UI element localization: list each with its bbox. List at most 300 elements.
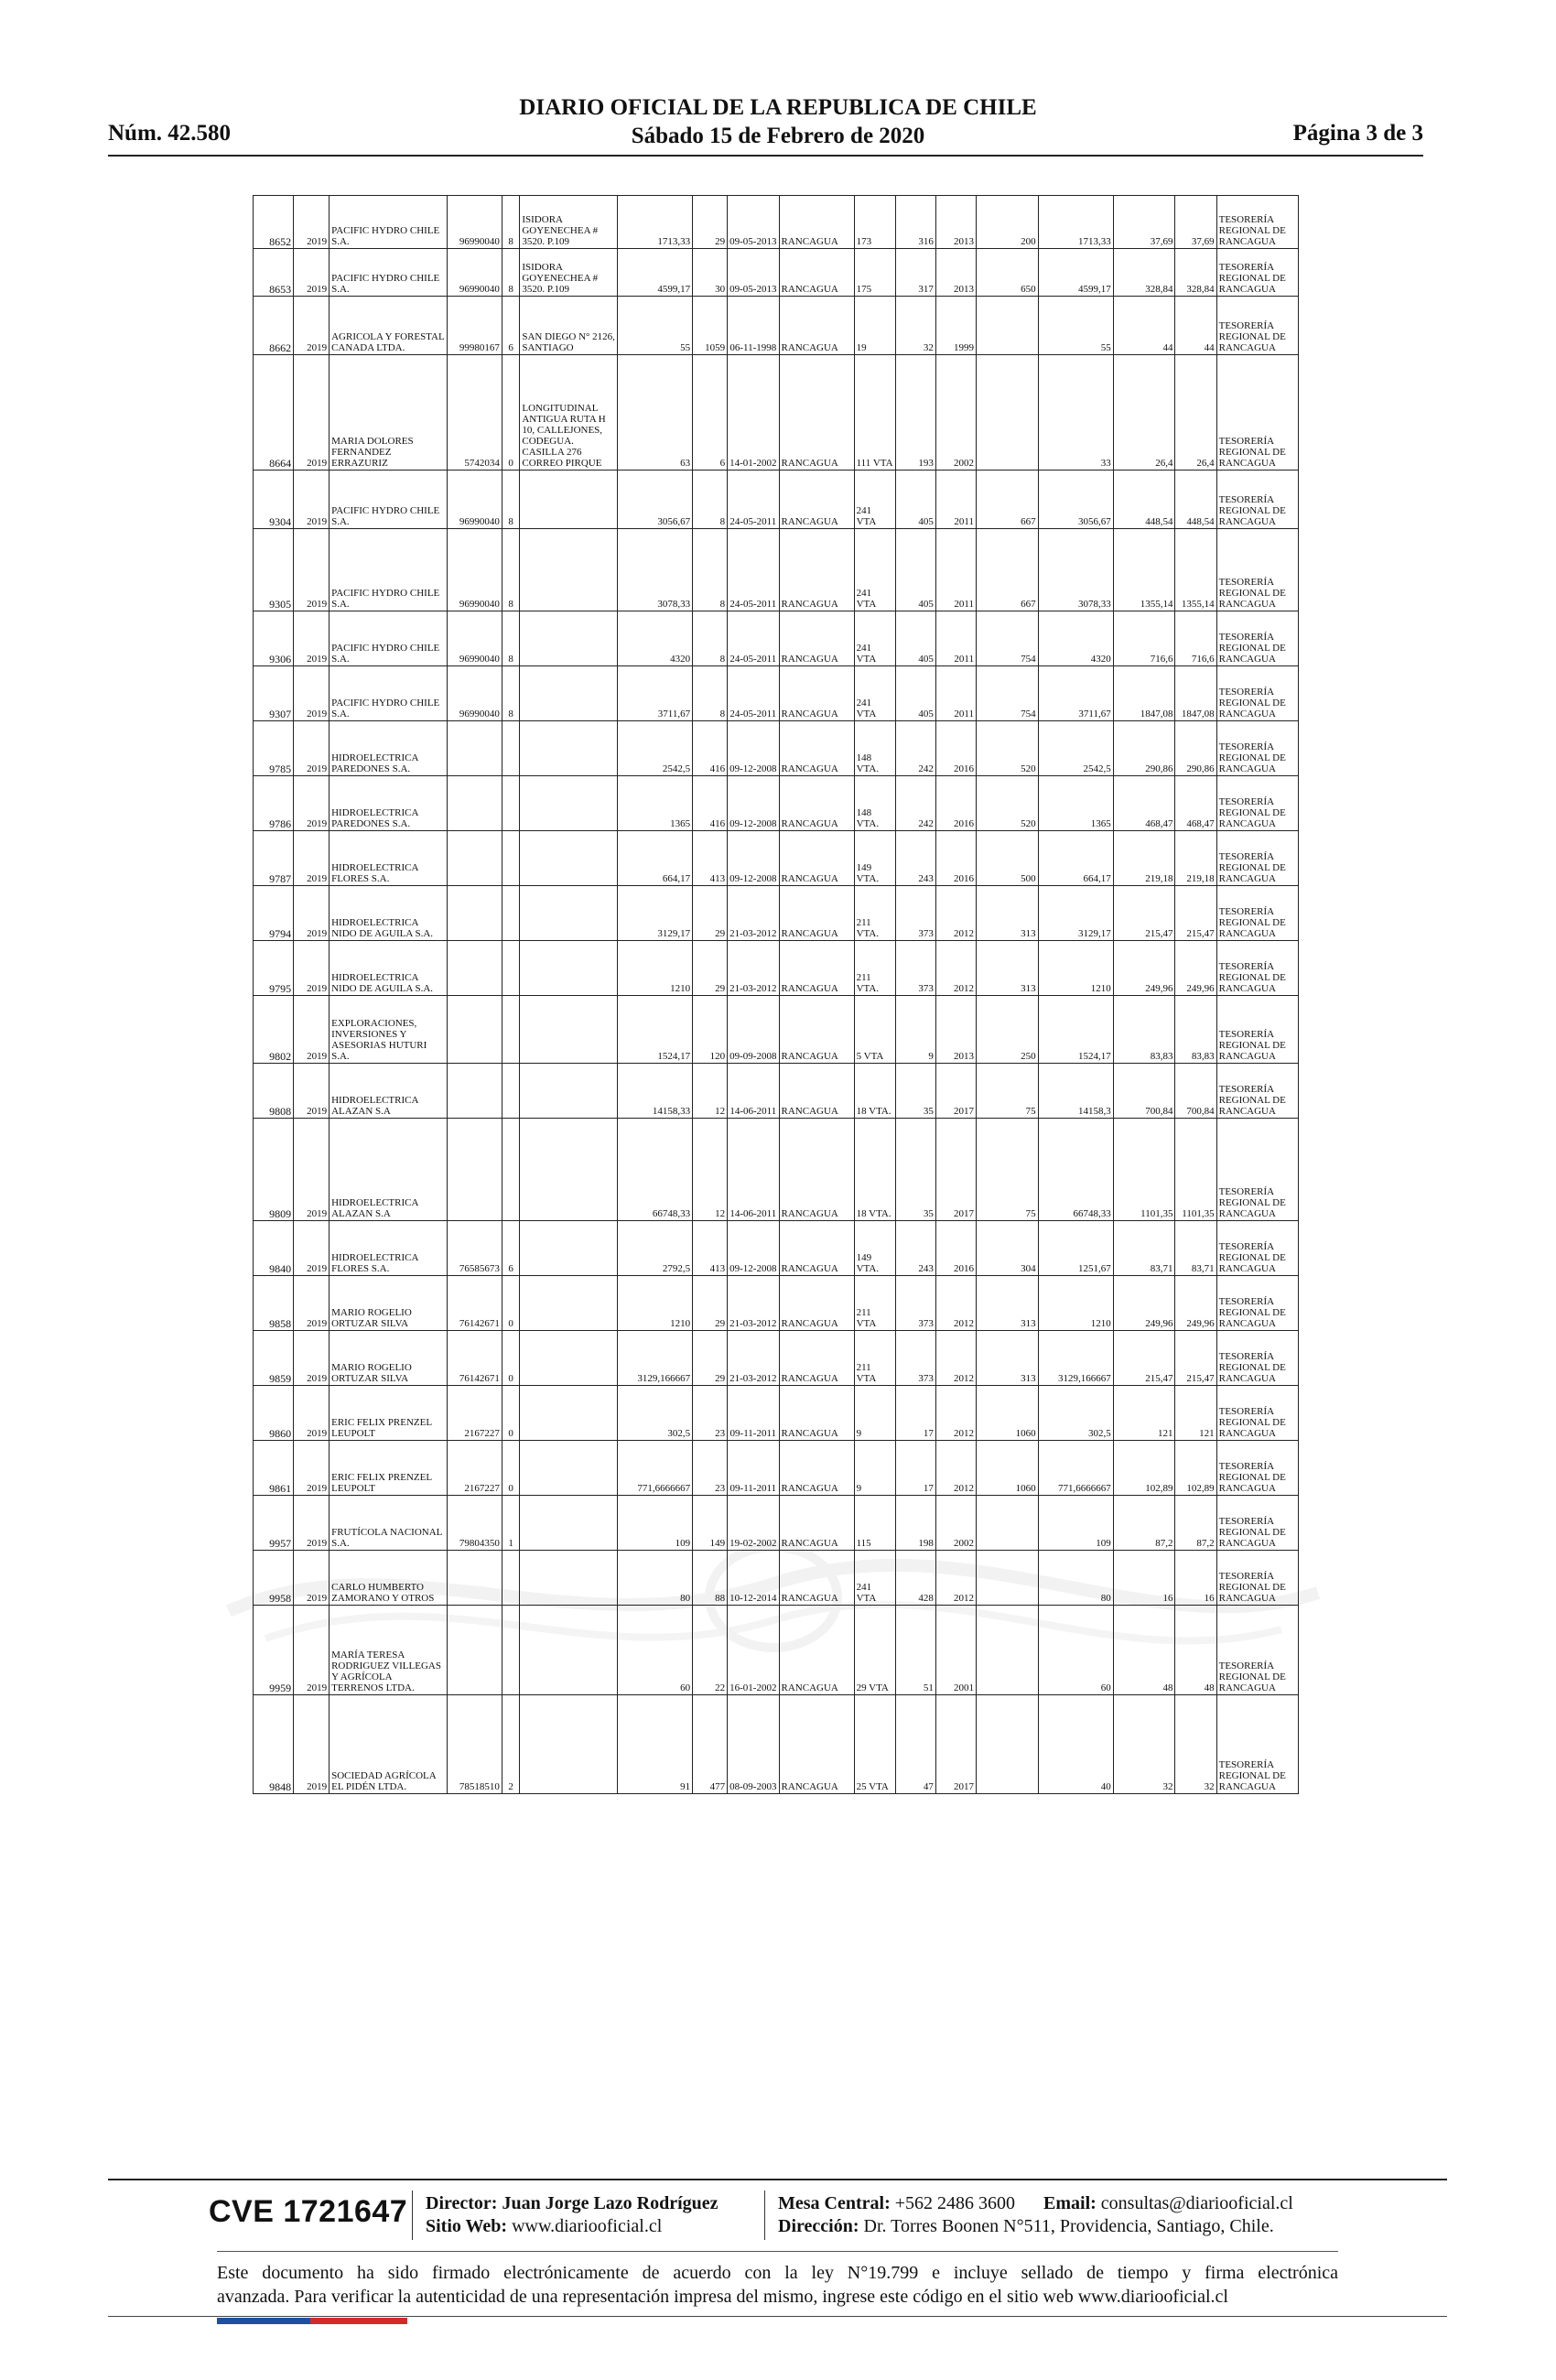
table-cell: 2011 — [935, 611, 976, 666]
table-cell: 8653 — [254, 249, 294, 297]
table-cell: 249,96 — [1175, 1276, 1216, 1331]
table-cell: 149 VTA. — [854, 1221, 895, 1276]
footer-bottom-rule — [108, 2316, 1447, 2317]
table-cell: 55 — [618, 297, 693, 355]
table-cell: 96990040 — [448, 666, 502, 721]
table-cell: RANCAGUA — [779, 941, 854, 996]
table-cell: 87,2 — [1113, 1496, 1175, 1551]
table-cell: 2002 — [935, 355, 976, 471]
table-cell: 667 — [976, 529, 1038, 611]
table-cell — [520, 886, 618, 941]
table-cell: 99980167 — [448, 297, 502, 355]
table-cell: 316 — [895, 196, 935, 249]
table-cell: 18 VTA. — [854, 1119, 895, 1221]
table-cell: 9306 — [254, 611, 294, 666]
table-cell — [502, 886, 519, 941]
table-cell: 60 — [1038, 1606, 1113, 1695]
table-row — [254, 355, 1299, 471]
table-cell — [520, 529, 618, 611]
table-cell: 4320 — [1038, 611, 1113, 666]
table-cell — [520, 666, 618, 721]
table-cell: 37,69 — [1175, 196, 1216, 249]
table-cell: 75 — [976, 1064, 1038, 1119]
table-cell: 771,6666667 — [1038, 1441, 1113, 1496]
table-cell: 313 — [976, 1331, 1038, 1386]
table-cell: 115 — [854, 1496, 895, 1551]
table-cell: 448,54 — [1113, 471, 1175, 529]
table-cell: 9786 — [254, 776, 294, 831]
table-cell: 716,6 — [1113, 611, 1175, 666]
table-cell: TESORERÍA REGIONAL DE RANCAGUA — [1216, 355, 1298, 471]
table-cell: 9305 — [254, 529, 294, 611]
table-cell: 9794 — [254, 886, 294, 941]
table-cell: 29 — [693, 1276, 728, 1331]
table-cell: 08-09-2003 — [728, 1695, 779, 1794]
table-cell: 8 — [502, 471, 519, 529]
table-cell: 2012 — [935, 1441, 976, 1496]
table-cell: 313 — [976, 941, 1038, 996]
email-link[interactable]: consultas@diariooficial.cl — [1100, 2193, 1293, 2213]
table-cell: 4599,17 — [1038, 249, 1113, 297]
table-cell: 249,96 — [1113, 1276, 1175, 1331]
table-cell: 148 VTA. — [854, 776, 895, 831]
table-cell: 18 VTA. — [854, 1064, 895, 1119]
address-value: Dr. Torres Boonen N°511, Providencia, Santiago, Chile. — [863, 2216, 1274, 2236]
table-cell — [502, 721, 519, 776]
table-cell: 1355,14 — [1113, 529, 1175, 611]
table-cell: 2016 — [935, 721, 976, 776]
table-cell: RANCAGUA — [779, 1064, 854, 1119]
email-label: Email: — [1043, 2193, 1097, 2213]
table-cell: 9840 — [254, 1221, 294, 1276]
table-cell: 9 — [854, 1441, 895, 1496]
address-label: Dirección: — [778, 2216, 859, 2236]
table-cell — [520, 996, 618, 1064]
table-cell: SAN DIEGO N° 2126, SANTIAGO — [520, 297, 618, 355]
table-cell: 1713,33 — [1038, 196, 1113, 249]
table-cell: 771,6666667 — [618, 1441, 693, 1496]
table-cell — [502, 1119, 519, 1221]
table-cell: 48 — [1113, 1606, 1175, 1695]
table-cell: 200 — [976, 196, 1038, 249]
table-cell: 25 VTA — [854, 1695, 895, 1794]
table-cell: 0 — [502, 355, 519, 471]
table-cell: 2019 — [294, 297, 330, 355]
table-cell — [520, 1276, 618, 1331]
table-cell: 2016 — [935, 1221, 976, 1276]
table-cell: 17 — [895, 1386, 935, 1441]
table-cell: 313 — [976, 886, 1038, 941]
table-cell — [502, 1064, 519, 1119]
table-cell: 102,89 — [1175, 1441, 1216, 1496]
table-cell: 2019 — [294, 196, 330, 249]
table-cell: 9304 — [254, 471, 294, 529]
table-cell: 121 — [1175, 1386, 1216, 1441]
table-cell: 1210 — [618, 941, 693, 996]
table-cell: 2019 — [294, 1695, 330, 1794]
table-cell: 405 — [895, 529, 935, 611]
table-cell: 8 — [693, 471, 728, 529]
table-cell: 76142671 — [448, 1331, 502, 1386]
table-cell: 405 — [895, 471, 935, 529]
table-cell: 317 — [895, 249, 935, 297]
table-cell: TESORERÍA REGIONAL DE RANCAGUA — [1216, 776, 1298, 831]
table-row — [254, 1276, 1299, 1331]
table-cell: 21-03-2012 — [728, 1276, 779, 1331]
table-cell — [520, 1441, 618, 1496]
table-cell: TESORERÍA REGIONAL DE RANCAGUA — [1216, 1221, 1298, 1276]
table-cell: 96990040 — [448, 249, 502, 297]
table-cell: 2019 — [294, 1221, 330, 1276]
table-cell: 96990040 — [448, 471, 502, 529]
table-cell: 29 — [693, 196, 728, 249]
table-cell: 1210 — [1038, 1276, 1113, 1331]
table-cell: 2019 — [294, 996, 330, 1064]
table-cell: 500 — [976, 831, 1038, 886]
table-cell: RANCAGUA — [779, 1551, 854, 1606]
table-cell: 19-02-2002 — [728, 1496, 779, 1551]
table-cell: 32 — [1175, 1695, 1216, 1794]
table-row — [254, 1386, 1299, 1441]
table-cell: 109 — [1038, 1496, 1113, 1551]
table-cell: 2017 — [935, 1064, 976, 1119]
table-cell: 2019 — [294, 1606, 330, 1695]
table-cell: PACIFIC HYDRO CHILE S.A. — [330, 611, 448, 666]
table-cell: 215,47 — [1113, 886, 1175, 941]
table-cell: 8 — [502, 666, 519, 721]
table-cell: 2019 — [294, 1441, 330, 1496]
table-cell: 19 — [854, 297, 895, 355]
table-cell: RANCAGUA — [779, 196, 854, 249]
table-cell: 32 — [895, 297, 935, 355]
table-cell: 5742034 — [448, 355, 502, 471]
table-cell: 2019 — [294, 721, 330, 776]
table-cell: TESORERÍA REGIONAL DE RANCAGUA — [1216, 721, 1298, 776]
table-cell: TESORERÍA REGIONAL DE RANCAGUA — [1216, 249, 1298, 297]
table-cell: 3056,67 — [1038, 471, 1113, 529]
table-cell: RANCAGUA — [779, 297, 854, 355]
table-cell: 405 — [895, 611, 935, 666]
header-divider — [108, 155, 1423, 157]
table-cell: 3078,33 — [1038, 529, 1113, 611]
table-cell: 0 — [502, 1441, 519, 1496]
table-row — [254, 1695, 1299, 1794]
table-cell: 109 — [618, 1496, 693, 1551]
table-cell: 9795 — [254, 941, 294, 996]
table-cell: 3129,166667 — [1038, 1331, 1113, 1386]
table-row — [254, 196, 1299, 249]
table-cell: 83,83 — [1113, 996, 1175, 1064]
table-cell: 88 — [693, 1551, 728, 1606]
table-cell: 12 — [693, 1119, 728, 1221]
table-cell: 2011 — [935, 529, 976, 611]
table-cell: 304 — [976, 1221, 1038, 1276]
table-cell — [502, 776, 519, 831]
table-cell: 241 VTA — [854, 666, 895, 721]
table-cell: 09-11-2011 — [728, 1386, 779, 1441]
table-cell: RANCAGUA — [779, 355, 854, 471]
table-cell: 26,4 — [1113, 355, 1175, 471]
table-cell: 2012 — [935, 1276, 976, 1331]
footer-contact-block — [778, 2192, 1336, 2238]
table-cell: 29 — [693, 886, 728, 941]
table-cell: 30 — [693, 249, 728, 297]
table-cell: 9802 — [254, 996, 294, 1064]
table-cell: RANCAGUA — [779, 249, 854, 297]
table-cell: 2019 — [294, 666, 330, 721]
table-cell: 241 VTA — [854, 611, 895, 666]
table-cell: 80 — [618, 1551, 693, 1606]
table-cell: 24-05-2011 — [728, 471, 779, 529]
table-cell — [520, 1606, 618, 1695]
table-cell: TESORERÍA REGIONAL DE RANCAGUA — [1216, 196, 1298, 249]
table-row — [254, 471, 1299, 529]
table-cell — [502, 1551, 519, 1606]
footer-separator — [764, 2191, 765, 2240]
table-cell: 664,17 — [1038, 831, 1113, 886]
table-row — [254, 721, 1299, 776]
table-cell: 83,71 — [1113, 1221, 1175, 1276]
table-cell: TESORERÍA REGIONAL DE RANCAGUA — [1216, 297, 1298, 355]
table-cell — [520, 1695, 618, 1794]
table-cell: 1210 — [1038, 941, 1113, 996]
table-cell: 9860 — [254, 1386, 294, 1441]
table-cell — [520, 1386, 618, 1441]
table-cell: 24-05-2011 — [728, 666, 779, 721]
table-cell — [520, 1496, 618, 1551]
table-cell: 413 — [693, 831, 728, 886]
table-cell: 3711,67 — [618, 666, 693, 721]
table-cell: 8652 — [254, 196, 294, 249]
table-cell: 1251,67 — [1038, 1221, 1113, 1276]
table-cell: 1365 — [1038, 776, 1113, 831]
publication-date: Sábado 15 de Febrero de 2020 — [631, 124, 925, 148]
expropriation-register-table — [253, 195, 1299, 1794]
table-cell: 9958 — [254, 1551, 294, 1606]
table-cell: 1365 — [618, 776, 693, 831]
table-cell: 21-03-2012 — [728, 886, 779, 941]
table-cell: 09-09-2008 — [728, 996, 779, 1064]
table-cell: 3129,166667 — [618, 1331, 693, 1386]
table-cell: HIDROELECTRICA ALAZAN S.A — [330, 1064, 448, 1119]
table-cell: EXPLORACIONES, INVERSIONES Y ASESORIAS HUTURI S.A. — [330, 996, 448, 1064]
table-cell: 8 — [502, 196, 519, 249]
table-cell: 8664 — [254, 355, 294, 471]
table-cell: 09-12-2008 — [728, 776, 779, 831]
table-cell: RANCAGUA — [779, 721, 854, 776]
table-cell: 250 — [976, 996, 1038, 1064]
table-cell: 175 — [854, 249, 895, 297]
table-cell: HIDROELECTRICA ALAZAN S.A — [330, 1119, 448, 1221]
table-cell — [448, 886, 502, 941]
table-cell: 3056,67 — [618, 471, 693, 529]
table-row — [254, 1441, 1299, 1496]
table-cell — [448, 831, 502, 886]
table-cell: 2167227 — [448, 1441, 502, 1496]
table-cell: 2001 — [935, 1606, 976, 1695]
table-cell: HIDROELECTRICA NIDO DE AGUILA S.A. — [330, 886, 448, 941]
table-cell: 173 — [854, 196, 895, 249]
table-cell: 0 — [502, 1331, 519, 1386]
table-cell: RANCAGUA — [779, 1695, 854, 1794]
table-cell: 2013 — [935, 249, 976, 297]
table-cell — [520, 1221, 618, 1276]
table-cell: 16 — [1113, 1551, 1175, 1606]
table-cell: 211 VTA — [854, 1276, 895, 1331]
table-cell: 83,83 — [1175, 996, 1216, 1064]
table-cell: 09-05-2013 — [728, 249, 779, 297]
table-cell: 290,86 — [1113, 721, 1175, 776]
table-cell: 9861 — [254, 1441, 294, 1496]
table-cell: RANCAGUA — [779, 1496, 854, 1551]
table-cell: 2019 — [294, 1496, 330, 1551]
table-cell: TESORERÍA REGIONAL DE RANCAGUA — [1216, 1119, 1298, 1221]
table-cell: 96990040 — [448, 611, 502, 666]
table-cell: RANCAGUA — [779, 1276, 854, 1331]
table-cell: 23 — [693, 1386, 728, 1441]
table-cell: 29 — [693, 1331, 728, 1386]
table-cell: RANCAGUA — [779, 1221, 854, 1276]
table-cell: 2012 — [935, 941, 976, 996]
table-cell: 24-05-2011 — [728, 611, 779, 666]
table-cell: 328,84 — [1175, 249, 1216, 297]
table-cell: 79804350 — [448, 1496, 502, 1551]
table-cell: 2019 — [294, 941, 330, 996]
table-cell: 328,84 — [1113, 249, 1175, 297]
table-cell — [448, 776, 502, 831]
cve-code: CVE 1721647 — [209, 2194, 408, 2229]
table-cell: AGRICOLA Y FORESTAL CANADA LTDA. — [330, 297, 448, 355]
table-cell — [448, 1119, 502, 1221]
table-cell: 09-11-2011 — [728, 1441, 779, 1496]
table-cell: 3129,17 — [1038, 886, 1113, 941]
table-cell: RANCAGUA — [779, 1386, 854, 1441]
table-cell: 44 — [1113, 297, 1175, 355]
table-cell: 211 VTA. — [854, 941, 895, 996]
table-cell: 219,18 — [1113, 831, 1175, 886]
table-cell: 1101,35 — [1113, 1119, 1175, 1221]
table-cell: 14-06-2011 — [728, 1119, 779, 1221]
table-cell: 2019 — [294, 471, 330, 529]
table-cell: 2019 — [294, 611, 330, 666]
table-cell: TESORERÍA REGIONAL DE RANCAGUA — [1216, 1606, 1298, 1695]
table-cell: 754 — [976, 611, 1038, 666]
table-cell: 10-12-2014 — [728, 1551, 779, 1606]
table-cell: 102,89 — [1113, 1441, 1175, 1496]
table-cell: 5 VTA — [854, 996, 895, 1064]
table-row — [254, 529, 1299, 611]
table-row — [254, 297, 1299, 355]
table-row — [254, 1606, 1299, 1695]
table-cell: TESORERÍA REGIONAL DE RANCAGUA — [1216, 666, 1298, 721]
table-cell: 302,5 — [618, 1386, 693, 1441]
table-row — [254, 831, 1299, 886]
table-cell: 520 — [976, 721, 1038, 776]
table-cell: 700,84 — [1175, 1064, 1216, 1119]
table-cell: 249,96 — [1113, 941, 1175, 996]
table-cell: 219,18 — [1175, 831, 1216, 886]
table-cell: 14-06-2011 — [728, 1064, 779, 1119]
flag-stripe-red — [310, 2318, 407, 2324]
table-cell: 8 — [502, 529, 519, 611]
table-cell: 198 — [895, 1496, 935, 1551]
table-cell: CARLO HUMBERTO ZAMORANO Y OTROS — [330, 1551, 448, 1606]
publication-title: DIARIO OFICIAL DE LA REPUBLICA DE CHILE — [519, 95, 1037, 120]
table-cell — [520, 1064, 618, 1119]
table-cell: 35 — [895, 1119, 935, 1221]
table-cell — [520, 471, 618, 529]
table-cell: 2012 — [935, 1331, 976, 1386]
table-cell: 1355,14 — [1175, 529, 1216, 611]
table-cell: 76585673 — [448, 1221, 502, 1276]
table-cell: 22 — [693, 1606, 728, 1695]
phone-label: Mesa Central: — [778, 2193, 891, 2213]
table-cell: 09-12-2008 — [728, 831, 779, 886]
table-cell: 29 VTA — [854, 1606, 895, 1695]
table-cell — [520, 721, 618, 776]
table-cell: 373 — [895, 1276, 935, 1331]
table-cell: 149 VTA. — [854, 831, 895, 886]
table-cell: 2792,5 — [618, 1221, 693, 1276]
table-cell: 26,4 — [1175, 355, 1216, 471]
legal-notice-line-1: Este documento ha sido firmado electrónicamente de acuerdo con la ley N°19.799 e incluye sellado de tiempo y firma electrónica — [217, 2263, 1338, 2283]
table-cell: 2016 — [935, 831, 976, 886]
table-cell — [502, 1606, 519, 1695]
table-cell: 211 VTA. — [854, 886, 895, 941]
table-cell: 4320 — [618, 611, 693, 666]
table-cell: 211 VTA — [854, 1331, 895, 1386]
table-cell: ERIC FELIX PRENZEL LEUPOLT — [330, 1386, 448, 1441]
table-cell — [976, 1496, 1038, 1551]
site-link[interactable]: www.diariooficial.cl — [512, 2216, 663, 2236]
table-cell: 47 — [895, 1695, 935, 1794]
table-cell: MARIO ROGELIO ORTUZAR SILVA — [330, 1276, 448, 1331]
table-cell: 664,17 — [618, 831, 693, 886]
table-cell: 2019 — [294, 1551, 330, 1606]
table-cell — [502, 996, 519, 1064]
table-cell — [448, 1606, 502, 1695]
table-cell — [520, 941, 618, 996]
table-cell: 700,84 — [1113, 1064, 1175, 1119]
table-cell — [976, 1606, 1038, 1695]
table-cell — [448, 941, 502, 996]
table-cell: 241 VTA — [854, 471, 895, 529]
table-cell: 1101,35 — [1175, 1119, 1216, 1221]
table-cell: ERIC FELIX PRENZEL LEUPOLT — [330, 1441, 448, 1496]
table-cell: 9787 — [254, 831, 294, 886]
table-cell: 66748,33 — [618, 1119, 693, 1221]
table-cell: 249,96 — [1175, 941, 1216, 996]
table-cell: 416 — [693, 776, 728, 831]
table-cell: 9808 — [254, 1064, 294, 1119]
table-cell: ISIDORA GOYENECHEA # 3520. P.109 — [520, 249, 618, 297]
director-label: Director: — [426, 2193, 498, 2213]
table-cell: 2 — [502, 1695, 519, 1794]
table-row — [254, 666, 1299, 721]
table-cell: 9959 — [254, 1606, 294, 1695]
table-cell — [520, 1551, 618, 1606]
table-row — [254, 996, 1299, 1064]
table-cell: 14158,33 — [618, 1064, 693, 1119]
table-cell: 1060 — [976, 1386, 1038, 1441]
table-cell: RANCAGUA — [779, 831, 854, 886]
table-row — [254, 1119, 1299, 1221]
table-cell: 243 — [895, 831, 935, 886]
table-cell: 21-03-2012 — [728, 941, 779, 996]
table-cell: 2019 — [294, 1119, 330, 1221]
table-cell: 313 — [976, 1276, 1038, 1331]
table-cell: 2019 — [294, 355, 330, 471]
